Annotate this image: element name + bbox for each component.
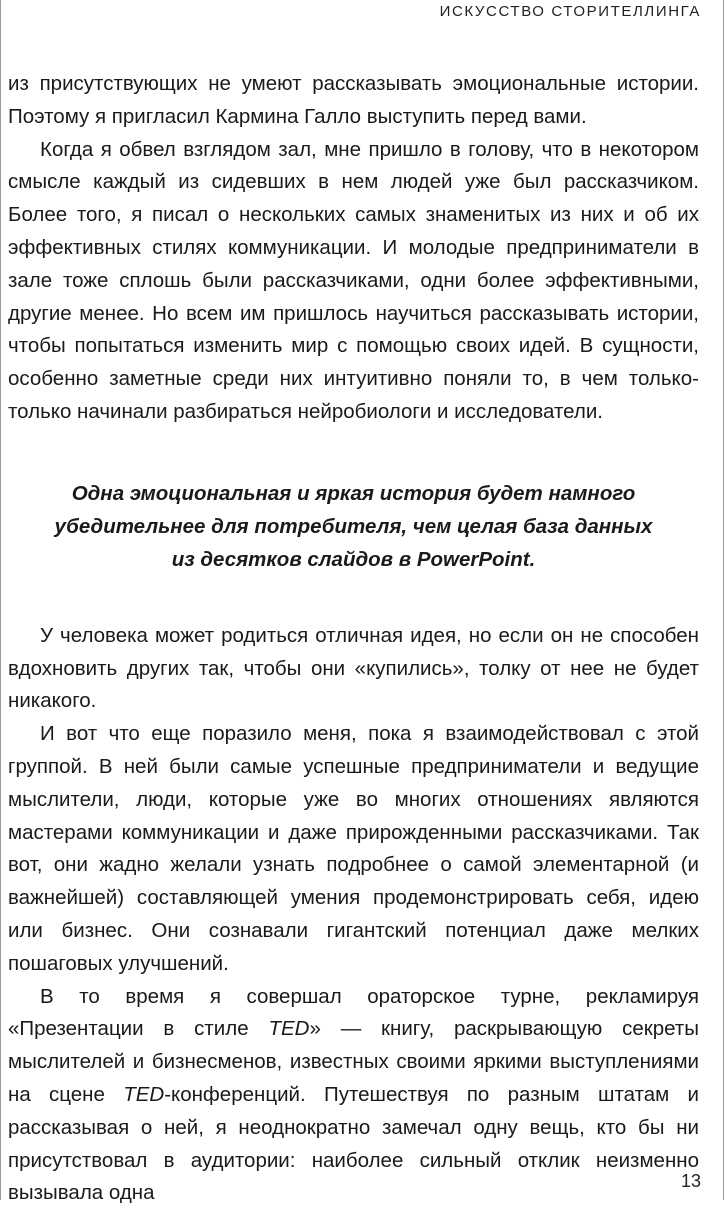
paragraph-continued: из присутствующих не умеют рассказывать эмоциональные истории. Поэтому я пригласил Кармина Галло выступить перед вами.	[8, 72, 699, 128]
pull-quote-line: из десятков слайдов в PowerPoint.	[171, 547, 536, 571]
paragraph-text: » — книгу, раскрывающую секреты мыслителей и бизнесменов, известных своими яркими выступлениями на сцене	[8, 1017, 699, 1106]
paragraph-text: -конференций. Путешествуя по разным штатам и рассказывая о ней, я неоднократно замечал одну вещь, кто бы ни присутствовал в аудитории: наиболее сильный отклик неизменно вызывала одна	[8, 1082, 699, 1205]
paragraph-text: В то время я совершал ораторское турне, рекламируя «Презентации в стиле	[8, 984, 699, 1041]
pull-quote-line: убедительнее для потребителя, чем целая база данных	[54, 514, 653, 538]
pull-quote-line: Одна эмоциональная и яркая история будет намного	[71, 481, 636, 505]
running-head: ИСКУССТВО СТОРИТЕЛЛИНГА	[439, 3, 701, 20]
paragraph: И вот что еще поразило меня, пока я взаимодействовал с этой группой. В ней были самые успешные предприниматели и ведущие мыслители, люди, которые уже во многих отношениях являются мастерами коммуникации и даже прирожденными рассказчиками. Так вот, они жадно желали узнать подробнее о самой элементарной (и важнейшей) составляющей умения продемонстрировать себя, идею или бизнес. Они сознавали гигантский потенциал даже мелких пошаговых улучшений.	[8, 722, 699, 975]
paragraph: Когда я обвел взглядом зал, мне пришло в голову, что в некотором смысле каждый из сидевших в нем людей уже был рассказчиком. Более того, я писал о нескольких самых знаменитых из них и об их эффективных стилях коммуникации. И молодые предприниматели в зале тоже сплошь были рассказчиками, одни более эффективными, другие менее. Но всем им пришлось научиться рассказывать истории, чтобы попытаться изменить мир с помощью своих идей. В сущности, особенно заметные среди них интуитивно поняли то, в чем только-только начинали разбираться нейробиологи и исследователи.	[8, 137, 699, 423]
page-number: 13	[680, 1171, 701, 1191]
emphasis-ted: TED	[268, 1017, 310, 1041]
paragraph: У человека может родиться отличная идея, но если он не способен вдохновить других так, чтобы они «купились», толку от нее не будет никакого.	[8, 623, 699, 713]
paragraph	[8, 981, 699, 1210]
body-text	[8, 68, 699, 1210]
emphasis-ted: TED	[123, 1082, 165, 1106]
pull-quote	[8, 429, 699, 620]
